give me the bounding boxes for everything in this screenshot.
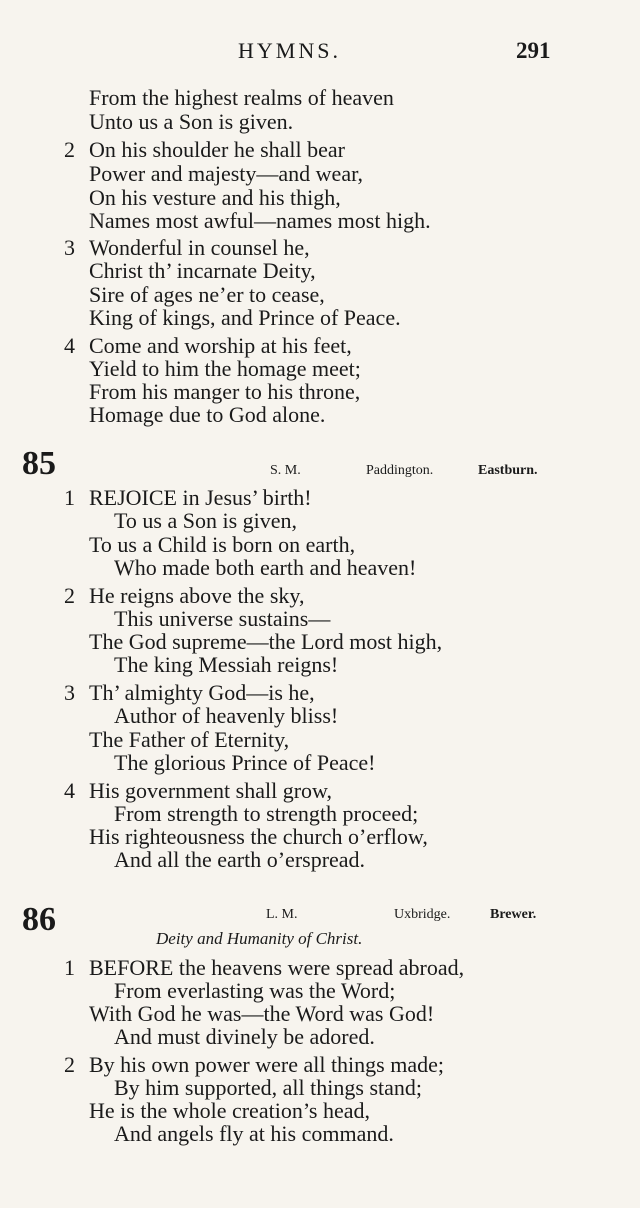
verse-number: 3 bbox=[64, 235, 75, 260]
verse-line: This universe sustains— bbox=[114, 606, 331, 631]
hymn-tune: Paddington. bbox=[366, 463, 434, 478]
verse-line: Wonderful in counsel he, bbox=[89, 235, 310, 260]
running-title: HYMNS. bbox=[238, 38, 341, 63]
verse-line: From everlasting was the Word; bbox=[114, 978, 396, 1003]
verse-line: By his own power were all things made; bbox=[89, 1052, 444, 1077]
verse-line: The glorious Prince of Peace! bbox=[114, 750, 376, 775]
verse-line: Yield to him the homage meet; bbox=[89, 356, 361, 381]
verse-line: From strength to strength proceed; bbox=[114, 801, 419, 826]
hymn-meter: S. M. bbox=[270, 463, 301, 478]
verse-line: And all the earth o’erspread. bbox=[114, 847, 366, 872]
verse-line: The God supreme—the Lord most high, bbox=[89, 629, 443, 654]
verse-line: The Father of Eternity, bbox=[89, 727, 290, 752]
verse-line: Who made both earth and heaven! bbox=[114, 555, 417, 580]
running-head bbox=[0, 38, 640, 68]
verse-line: And angels fly at his command. bbox=[114, 1121, 394, 1146]
verse-line: Names most awful—names most high. bbox=[89, 208, 431, 233]
verse-number: 2 bbox=[64, 137, 75, 162]
verse-number: 2 bbox=[64, 583, 75, 608]
verse-line: He reigns above the sky, bbox=[89, 583, 305, 608]
verse-line: Sire of ages ne’er to cease, bbox=[89, 282, 325, 307]
verse-line: On his vesture and his thigh, bbox=[89, 185, 341, 210]
hymn-composer: Eastburn. bbox=[478, 463, 538, 478]
verse-line: On his shoulder he shall bear bbox=[89, 137, 345, 162]
verse-line: To us a Son is given, bbox=[114, 508, 298, 533]
verse-number: 1 bbox=[64, 485, 75, 510]
verse-line: With God he was—the Word was God! bbox=[89, 1001, 435, 1026]
verse-line: To us a Child is born on earth, bbox=[89, 532, 356, 557]
hymn-number: 85 bbox=[22, 445, 56, 482]
verse-line: Christ th’ incarnate Deity, bbox=[89, 258, 316, 283]
verse-line: And must divinely be adored. bbox=[114, 1024, 375, 1049]
verse-line: Power and majesty—and wear, bbox=[89, 161, 364, 186]
verse-line: Th’ almighty God—is he, bbox=[89, 680, 315, 705]
verse-line: REJOICE in Jesus’ birth! bbox=[89, 485, 312, 510]
verse-number: 3 bbox=[64, 680, 75, 705]
hymn-number: 86 bbox=[22, 901, 56, 938]
hymn-tune: Uxbridge. bbox=[394, 907, 451, 922]
verse-line: He is the whole creation’s head, bbox=[89, 1098, 371, 1123]
verse-line: From the highest realms of heaven bbox=[89, 85, 394, 110]
verse-line: Homage due to God alone. bbox=[89, 402, 326, 427]
verse-line: From his manger to his throne, bbox=[89, 379, 361, 404]
hymn-composer: Brewer. bbox=[490, 907, 537, 922]
verse-line: His government shall grow, bbox=[89, 778, 332, 803]
verse-line: Unto us a Son is given. bbox=[89, 109, 294, 134]
page-number: 291 bbox=[516, 38, 551, 63]
verse-line: Author of heavenly bliss! bbox=[114, 703, 339, 728]
verse-line: King of kings, and Prince of Peace. bbox=[89, 305, 401, 330]
verse-line: BEFORE the heavens were spread abroad, bbox=[89, 955, 465, 980]
verse-line: His righteousness the church o’erflow, bbox=[89, 824, 428, 849]
verse-line: The king Messiah reigns! bbox=[114, 652, 339, 677]
verse-number: 4 bbox=[64, 333, 75, 358]
hymn-subtitle: Deity and Humanity of Christ. bbox=[156, 929, 363, 948]
hymn-meter: L. M. bbox=[266, 907, 298, 922]
verse-number: 4 bbox=[64, 778, 75, 803]
verse-line: By him supported, all things stand; bbox=[114, 1075, 422, 1100]
verse-number: 1 bbox=[64, 955, 75, 980]
verse-number: 2 bbox=[64, 1052, 75, 1077]
verse-line: Come and worship at his feet, bbox=[89, 333, 352, 358]
